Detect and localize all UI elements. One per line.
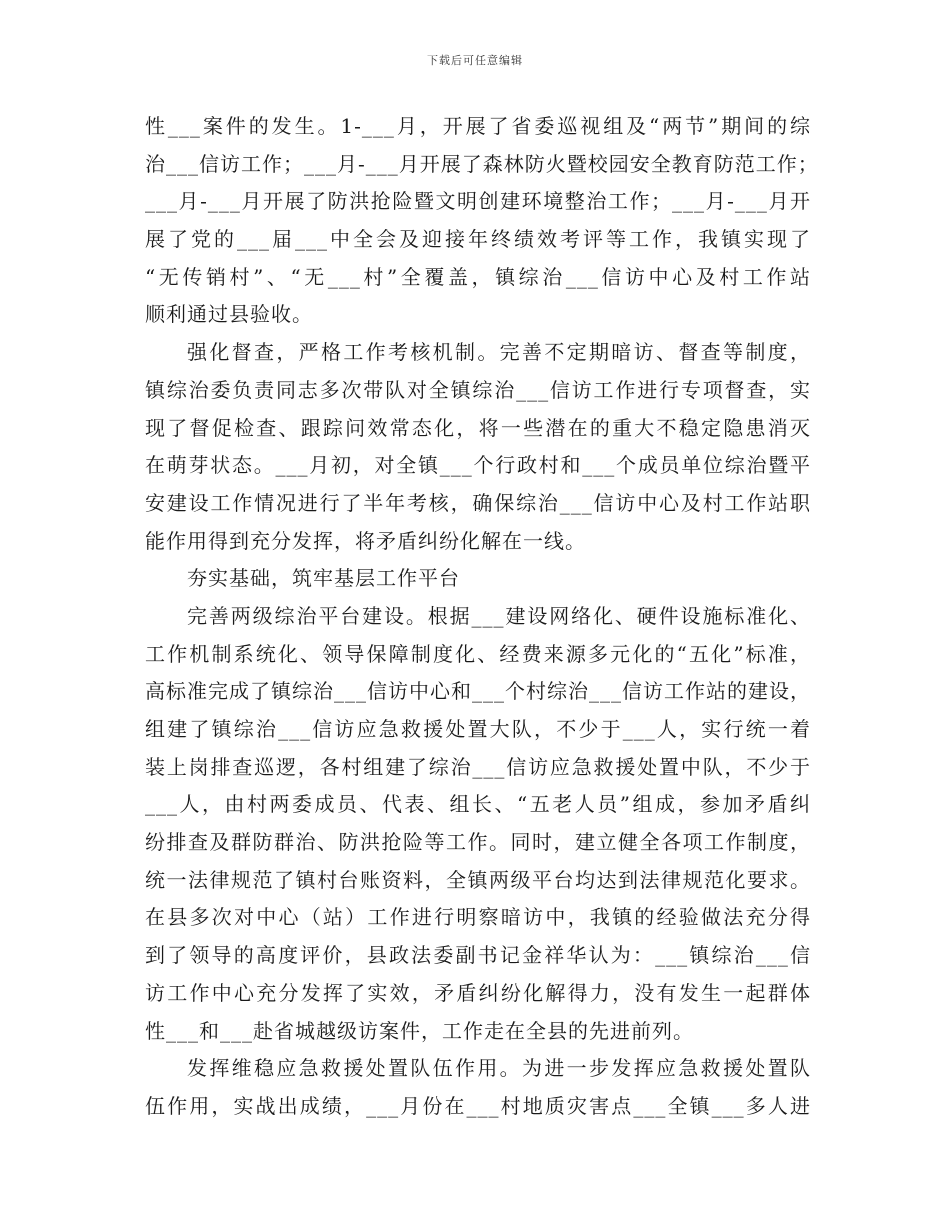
page-header: 下载后可任意编辑: [427, 54, 523, 67]
text-line: 到了领导的高度评价，县政法委副书记金祥华认为：___镇综治___信: [145, 943, 811, 968]
text-line: 统一法律规范了镇村台账资料，全镇两级平台均达到法律规范化要求。: [145, 867, 811, 892]
text-line: 顺利通过县验收。: [145, 302, 313, 327]
text-line: 伍作用，实战出成绩，___月份在___村地质灾害点___全镇___多人进: [145, 1093, 811, 1118]
text-line: 性___和___赴省城越级访案件，工作走在全县的先进前列。: [145, 1018, 694, 1043]
text-line: 在县多次对中心（站）工作进行明察暗访中，我镇的经验做法充分得: [145, 905, 811, 930]
text-line: 工作机制系统化、领导保障制度化、经费来源多元化的“五化”标准，: [145, 641, 811, 666]
text-line: ___人，由村两委成员、代表、组长、“五老人员”组成，参加矛盾纠: [145, 792, 811, 817]
text-line: ___月-___月开展了防洪抢险暨文明创建环境整治工作；___月-___月开: [145, 189, 811, 214]
text-line: 能作用得到充分发挥，将矛盾纠纷化解在一线。: [145, 528, 586, 553]
text-line: 治___信访工作；___月-___月开展了森林防火暨校园安全教育防范工作；: [145, 151, 819, 176]
document-body: [145, 108, 819, 1126]
text-line: 组建了镇综治___信访应急救援处置大队，不少于___人，实行统一着: [145, 717, 811, 741]
text-line: 发挥维稳应急救援处置队伍作用。为进一步发挥应急救援处置队: [187, 1056, 811, 1081]
text-line: 性___案件的发生。1-___月，开展了省委巡视组及“两节”期间的综: [145, 114, 811, 138]
text-line: 安建设工作情况进行了半年考核，确保综治___信访中心及村工作站职: [145, 490, 811, 515]
text-line: 夯实基础，筑牢基层工作平台: [187, 566, 460, 591]
text-line: 现了督促检查、跟踪问效常态化，将一些潜在的重大不稳定隐患消灭: [145, 415, 811, 440]
text-line: 展了党的___届___中全会及迎接年终绩效考评等工作，我镇实现了: [145, 227, 811, 252]
text-line: 高标准完成了镇综治___信访中心和___个村综治___信访工作站的建设，: [145, 679, 811, 704]
text-line: 访工作中心充分发挥了实效，矛盾纠纷化解得力，没有发生一起群体: [145, 980, 811, 1005]
text-line: 在萌芽状态。___月初，对全镇___个行政村和___个成员单位综治暨平: [145, 453, 811, 478]
text-line: 完善两级综治平台建设。根据___建设网络化、硬件设施标准化、: [187, 603, 811, 628]
text-line: 镇综治委负责同志多次带队对全镇综治___信访工作进行专项督查，实: [145, 377, 811, 402]
text-line: 纷排查及群防群治、防洪抢险等工作。同时，建立健全各项工作制度，: [145, 830, 811, 855]
text-line: 装上岗排查巡逻，各村组建了综治___信访应急救援处置中队，不少于: [145, 754, 811, 779]
text-line: 强化督查，严格工作考核机制。完善不定期暗访、督查等制度，: [187, 340, 811, 365]
text-line: “无传销村”、“无___村”全覆盖，镇综治___信访中心及村工作站: [145, 264, 811, 289]
